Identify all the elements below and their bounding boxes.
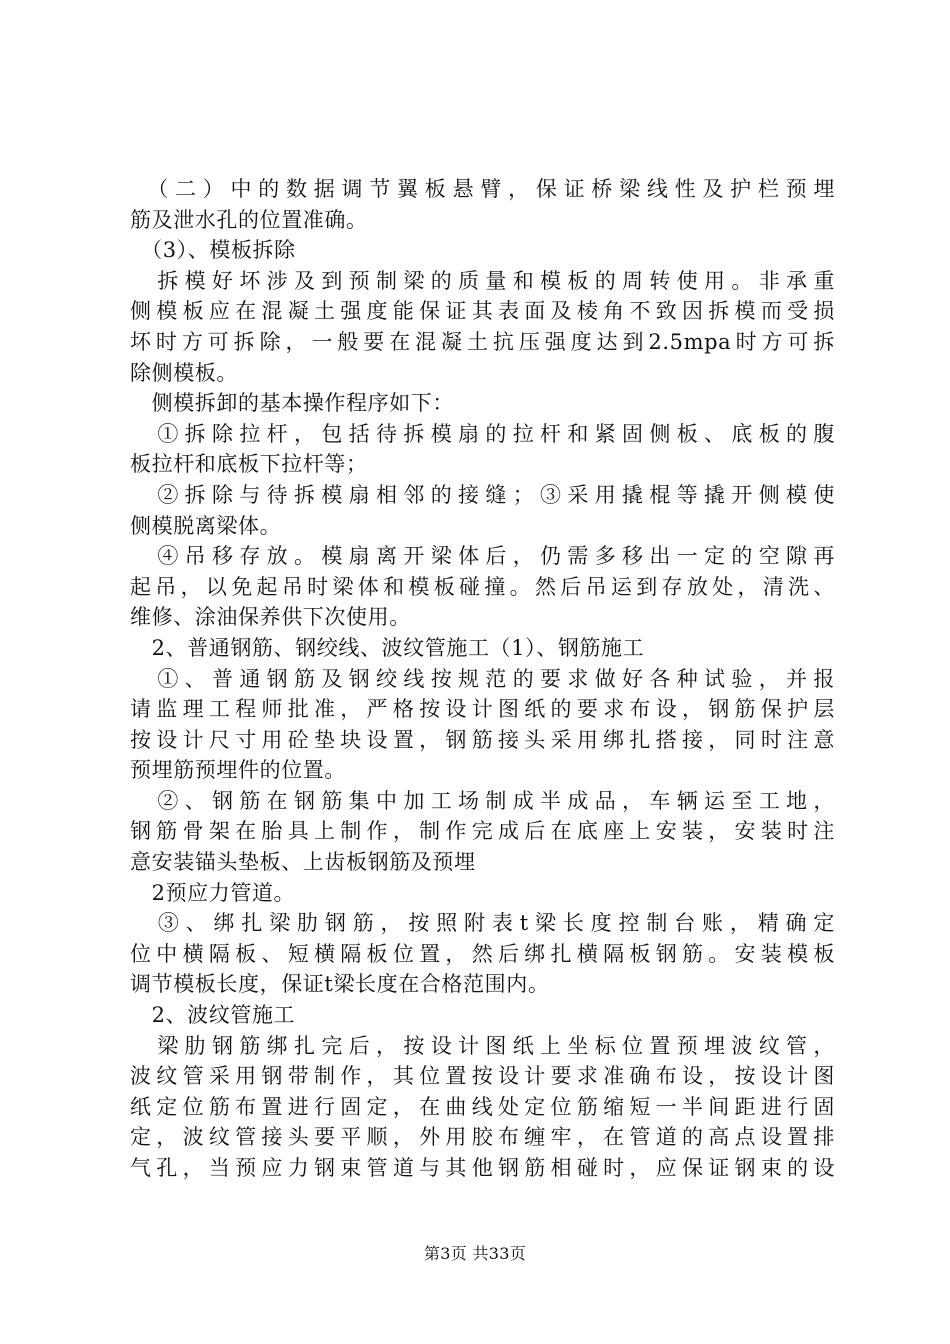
text-line: ②、钢筋在钢筋集中加工场制成半成品，车辆运至工地， <box>130 788 835 813</box>
text-line: 位中横隔板、短横隔板位置，然后绑扎横隔板钢筋。安装模板 <box>130 941 835 966</box>
text-line: 侧模板应在混凝土强度能保证其表面及棱角不致因拆模而受损 <box>130 299 835 324</box>
text-line: 预埋筋预埋件的位置。 <box>130 758 346 783</box>
text-line: ④吊移存放。模扇离开梁体后，仍需多移出一定的空隙再 <box>130 544 835 569</box>
text-line: 定，波纹管接头要平顺，外用胶布缠牢，在管道的高点设置排 <box>130 1125 835 1150</box>
text-line: 拆模好坏涉及到预制梁的质量和模板的周转使用。非承重 <box>130 268 835 293</box>
text-line: ①、普通钢筋及钢绞线按规范的要求做好各种试验，并报 <box>130 666 835 691</box>
text-line: 起吊，以免起吊时梁体和模板碰撞。然后吊运到存放处，清洗、 <box>130 574 835 599</box>
text-line: ②拆除与待拆模扇相邻的接缝；③采用撬棍等撬开侧模使 <box>130 482 835 507</box>
text-line: 板拉杆和底板下拉杆等； <box>130 452 368 477</box>
text-line: 2预应力管道。 <box>130 880 296 905</box>
text-line: 纸定位筋布置进行固定，在曲线处定位筋缩短一半间距进行固 <box>130 1094 835 1119</box>
text-line: 维修、涂油保养供下次使用。 <box>130 605 411 630</box>
text-line: 气孔，当预应力钢束管道与其他钢筋相碰时，应保证钢束的设 <box>130 1156 835 1180</box>
text-line: ①拆除拉杆，包括待拆模扇的拉杆和紧固侧板、底板的腹 <box>130 421 835 446</box>
page-number-footer: 第3页 共33页 <box>423 1244 527 1263</box>
text-line: 筋及泄水孔的位置准确。 <box>130 207 368 232</box>
text-line: 除侧模板。 <box>130 360 238 385</box>
text-line: 调节模板长度，保证t梁长度在合格范围内。 <box>130 972 550 997</box>
text-line: 侧模脱离梁体。 <box>130 513 282 538</box>
text-line: 波纹管采用钢带制作，其位置按设计要求准确布设，按设计图 <box>130 1064 835 1089</box>
text-line: 意安装锚头垫板、上齿板钢筋及预埋 <box>130 850 476 875</box>
text-line: 钢筋骨架在胎具上制作，制作完成后在底座上安装，安装时注 <box>130 819 835 844</box>
text-line: 坏时方可拆除，一般要在混凝土抗压强度达到2.5mpa时方可拆 <box>130 329 835 354</box>
text-line: 梁肋钢筋绑扎完后，按设计图纸上坐标位置预埋波纹管， <box>130 1033 835 1058</box>
text-line: （二）中的数据调节翼板悬臂，保证桥梁线性及护栏预埋 <box>130 177 835 201</box>
text-line: 按设计尺寸用砼垫块设置，钢筋接头采用绑扎搭接，同时注意 <box>130 727 835 752</box>
text-line: ③、绑扎梁肋钢筋，按照附表t梁长度控制台账，精确定 <box>130 911 835 936</box>
body-text <box>130 174 835 1184</box>
text-line: （3）、模板拆除 <box>130 238 296 263</box>
text-line: 2、波纹管施工 <box>130 1003 296 1028</box>
text-line: 2、普通钢筋、钢绞线、波纹管施工（1）、钢筋施工 <box>130 635 645 660</box>
text-line: 侧模拆卸的基本操作程序如下： <box>130 391 454 416</box>
text-line: 请监理工程师批准，严格按设计图纸的要求布设，钢筋保护层 <box>130 697 835 722</box>
